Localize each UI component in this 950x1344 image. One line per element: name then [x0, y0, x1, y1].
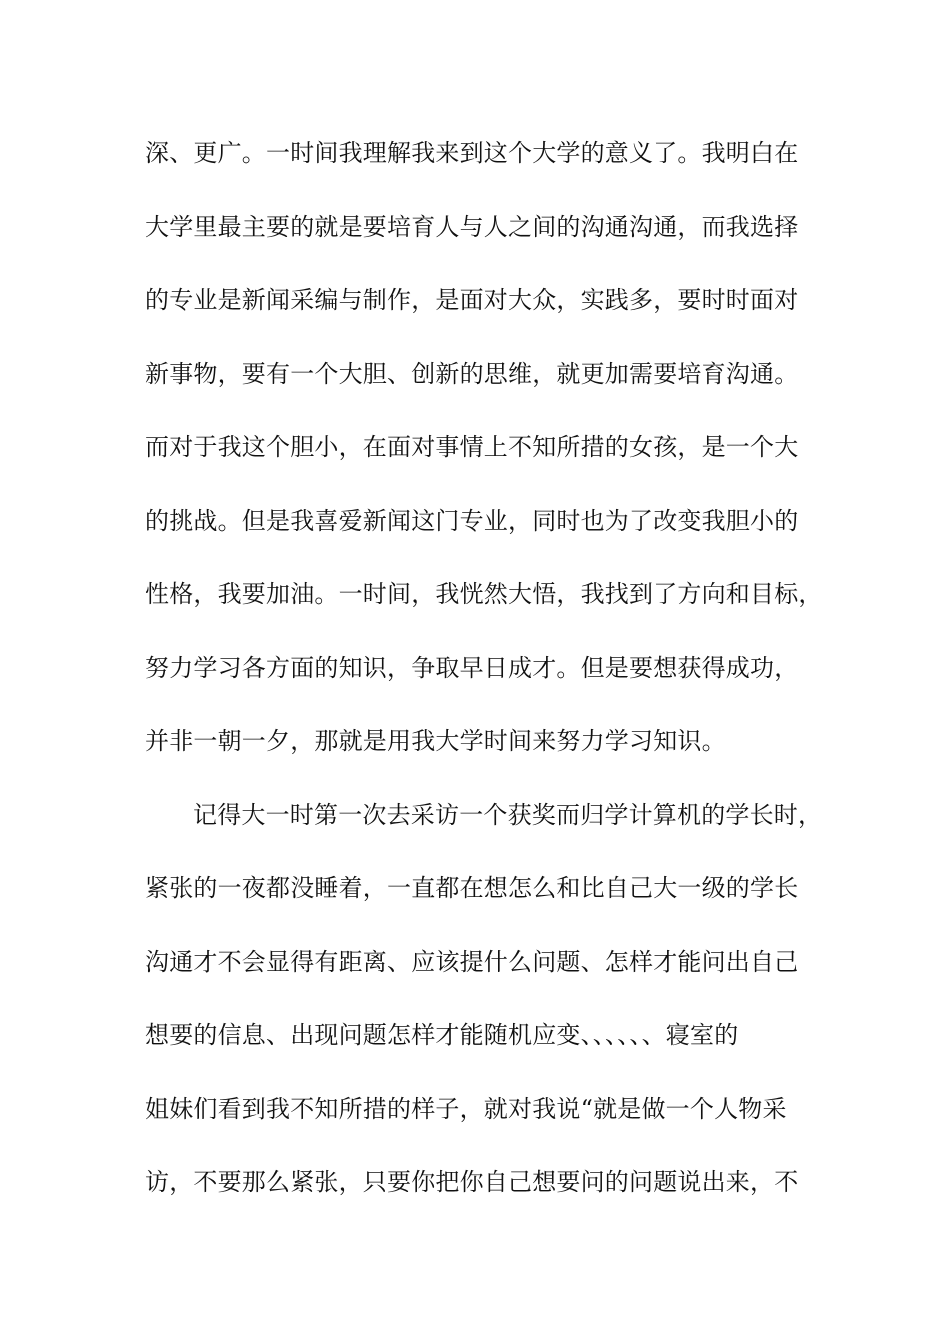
text-line: 性格，我要加油。一时间，我恍然大悟，我找到了方向和目标，	[145, 580, 823, 608]
text-line: 的挑战。但是我喜爱新闻这门专业，同时也为了改变我胆小的	[145, 506, 799, 535]
text-line: 的专业是新闻采编与制作，是面对大众，实践多，要时时面对	[145, 286, 799, 314]
text-line: 想要的信息、出现问题怎样才能随机应变、、、、、、寝室的	[145, 1021, 739, 1049]
text-line: 沟通才不会显得有距离、应该提什么问题、怎样才能问出自己	[145, 947, 799, 976]
text-line: 努力学习各方面的知识，争取早日成才。但是要想获得成功，	[145, 653, 799, 682]
text-line: 深、更广。一时间我理解我来到这个大学的意义了。我明白在	[145, 139, 799, 167]
text-line: 大学里最主要的就是要培育人与人之间的沟通沟通，而我选择	[145, 212, 799, 241]
text-line: 并非一朝一夕，那就是用我大学时间来努力学习知识。	[145, 727, 726, 755]
text-line: 姐妹们看到我不知所措的样子，就对我说“就是做一个人物采	[145, 1094, 787, 1123]
body-text	[145, 131, 823, 1234]
text-line: 而对于我这个胆小，在面对事情上不知所措的女孩，是一个大	[145, 433, 799, 461]
text-line: 紧张的一夜都没睡着，一直都在想怎么和比自己大一级的学长	[145, 874, 799, 902]
paragraph-start-line: 记得大一时第一次去采访一个获奖而归学计算机的学长时，	[193, 800, 823, 829]
text-line: 新事物，要有一个大胆、创新的思维，就更加需要培育沟通。	[145, 359, 799, 388]
text-line: 访，不要那么紧张，只要你把你自己想要问的问题说出来，不	[145, 1168, 799, 1196]
